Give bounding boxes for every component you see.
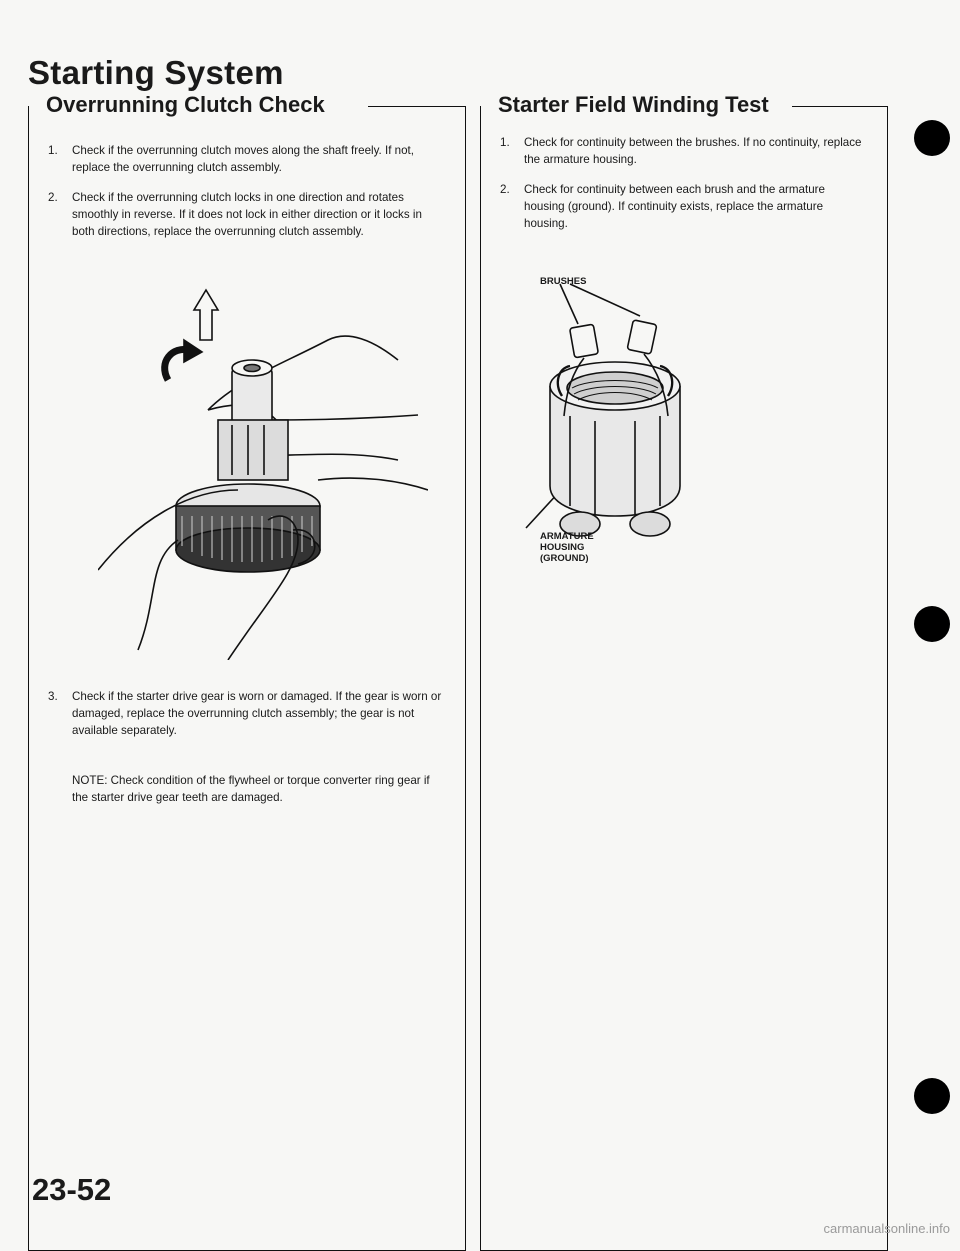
steps-list xyxy=(494,134,864,245)
steps-list-continued xyxy=(42,688,442,752)
callout-brushes: BRUSHES xyxy=(540,276,587,287)
section-title-field-winding: Starter Field Winding Test xyxy=(492,92,775,118)
section-title-overrunning-clutch: Overrunning Clutch Check xyxy=(40,92,331,118)
binder-hole-marker xyxy=(914,120,950,156)
step-number: 2. xyxy=(48,191,58,204)
armature-housing-illustration xyxy=(500,266,710,556)
step-number: 3. xyxy=(48,690,58,703)
watermark: carmanualsonline.info xyxy=(823,1221,950,1236)
note-text: NOTE: Check condition of the flywheel or torque converter ring gear if the starter drive gear teeth are damaged. xyxy=(72,774,430,804)
page-title: Starting System xyxy=(28,54,284,91)
overrunning-clutch-panel xyxy=(28,92,466,1251)
step-number: 1. xyxy=(500,136,510,149)
field-winding-panel xyxy=(480,92,888,1251)
step-item xyxy=(494,134,864,168)
step-text: Check if the overrunning clutch locks in one direction and rotates smoothly in reverse. If it does not lock in either direction or it locks in both directions, replace the overrunning clutch assembly. xyxy=(72,191,422,238)
callout-armature-housing: ARMATURE HOUSING (GROUND) xyxy=(540,531,594,564)
binder-hole-marker xyxy=(914,606,950,642)
step-number: 1. xyxy=(48,144,58,157)
step-item xyxy=(42,142,442,176)
step-text: Check for continuity between each brush and the armature housing (ground). If continuity exists, replace the armature housing. xyxy=(524,183,825,230)
step-text: Check for continuity between the brushes. If no continuity, replace the armature housing. xyxy=(524,136,862,166)
step-text: Check if the starter drive gear is worn or damaged. If the gear is worn or damaged, replace the overrunning clutch assembly; the gear is not available separately. xyxy=(72,690,442,737)
step-item xyxy=(494,181,864,232)
overrunning-clutch-illustration xyxy=(98,270,428,660)
page-number: 23-52 xyxy=(32,1172,112,1207)
steps-list xyxy=(42,142,442,253)
step-item xyxy=(42,688,442,739)
binder-hole-marker xyxy=(914,1078,950,1114)
step-number: 2. xyxy=(500,183,510,196)
step-item xyxy=(42,189,442,240)
step-text: Check if the overrunning clutch moves along the shaft freely. If not, replace the overrunning clutch assembly. xyxy=(72,144,414,174)
